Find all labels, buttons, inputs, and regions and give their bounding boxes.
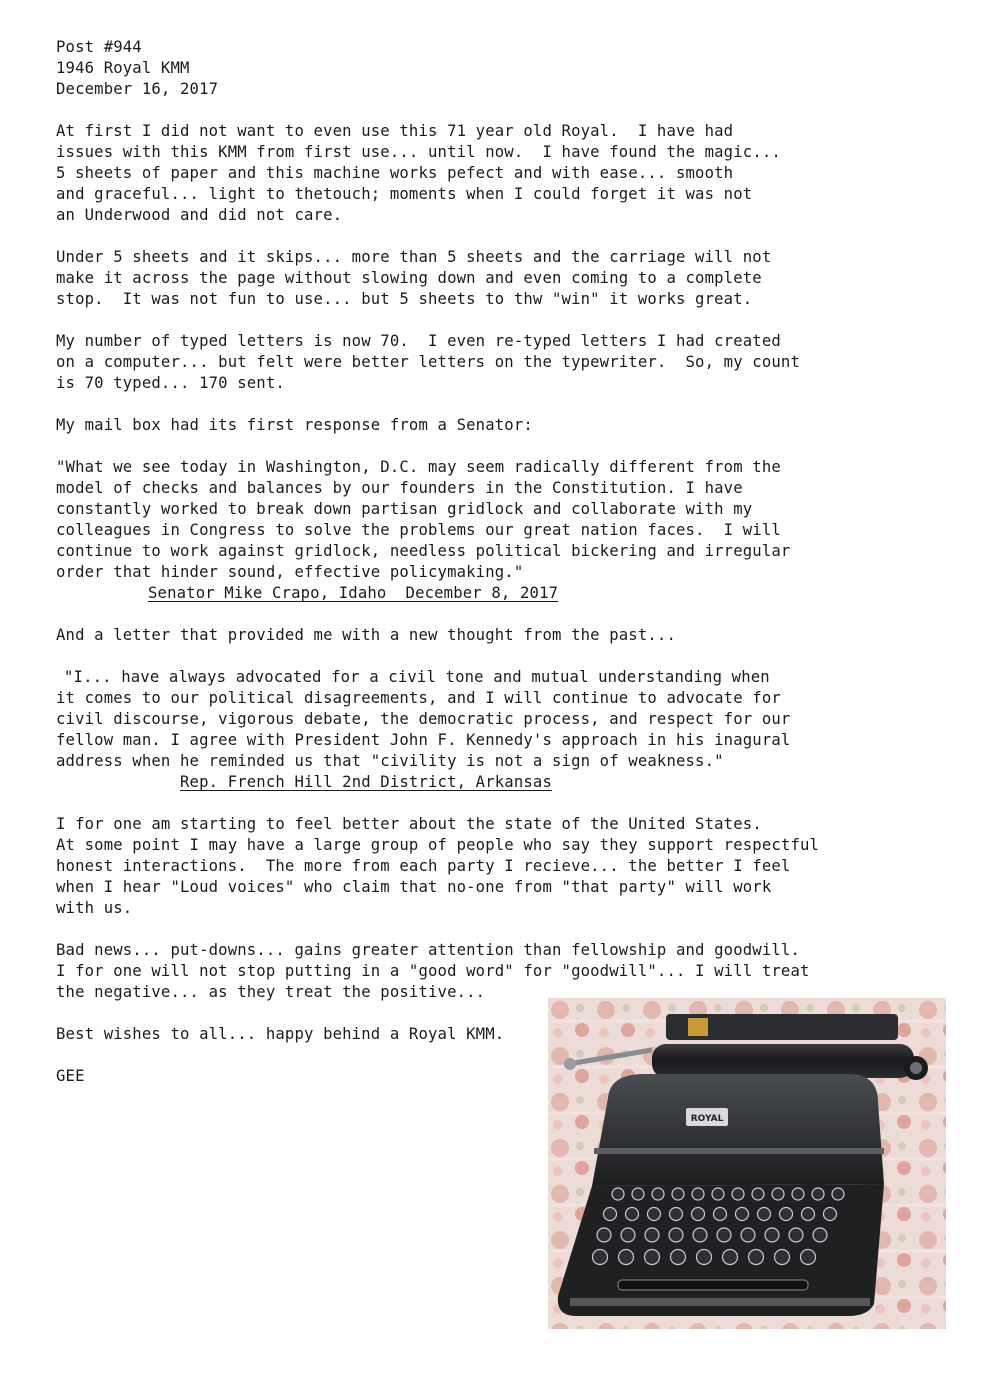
key-row — [593, 1250, 816, 1265]
quote1-line: order that hinder sound, effective policymaking." — [56, 563, 524, 581]
para1-line: 5 sheets of paper and this machine works pefect and with ease... smooth — [56, 164, 734, 182]
space-bar — [618, 1280, 808, 1290]
quote1-line: constantly worked to break down partisan gridlock and collaborate with my — [56, 500, 753, 518]
quote1-line: continue to work against gridlock, needless political bickering and irregular — [56, 542, 791, 560]
para4-line: My mail box had its first response from a Senator: — [56, 416, 533, 434]
post-number: Post #944 — [56, 38, 142, 56]
senator-signature: Senator Mike Crapo, Idaho December 8, 2017 — [148, 584, 559, 602]
para2-line: Under 5 sheets and it skips... more than 5 sheets and the carriage will not — [56, 248, 772, 266]
para7-line: I for one will not stop putting in a "good word" for "goodwill"... I will treat — [56, 962, 810, 980]
para3-line: on a computer... but felt were better letters on the typewriter. So, my count — [56, 353, 800, 371]
para3-line: is 70 typed... 170 sent. — [56, 374, 285, 392]
quote1-line: colleagues in Congress to solve the problems our great nation faces. I will — [56, 521, 781, 539]
para1-line: At first I did not want to even use this 71 year old Royal. I have had — [56, 122, 734, 140]
quote2-line: it comes to our political disagreements, and I will continue to advocate for — [56, 689, 781, 707]
quote1-line: model of checks and balances by our founders in the Constitution. I have — [56, 479, 743, 497]
para6-line: with us. — [56, 899, 133, 917]
signoff: GEE — [56, 1067, 85, 1085]
closing-line: Best wishes to all... happy behind a Royal KMM. — [56, 1025, 505, 1043]
para1-line: an Underwood and did not care. — [56, 206, 343, 224]
quote2-line: address when he reminded us that "civility is not a sign of weakness." — [56, 752, 724, 770]
quote2-line: "I... have always advocated for a civil tone and mutual understanding when — [64, 668, 770, 686]
para6-line: honest interactions. The more from each party I recieve... the better I feel — [56, 857, 791, 875]
quote2-line: fellow man. I agree with President John F. Kennedy's approach in his inagural — [56, 731, 791, 749]
typewriter-photo — [548, 998, 946, 1329]
quote1-line: "What we see today in Washington, D.C. may seem radically different from the — [56, 458, 781, 476]
para6-line: At some point I may have a large group of people who say they support respectful — [56, 836, 820, 854]
typewriter-illustration — [548, 998, 946, 1329]
para2-line: make it across the page without slowing down and even coming to a complete — [56, 269, 762, 287]
para6-line: I for one am starting to feel better about the state of the United States. — [56, 815, 762, 833]
representative-signature: Rep. French Hill 2nd District, Arkansas — [180, 773, 552, 791]
para5-line: And a letter that provided me with a new thought from the past... — [56, 626, 676, 644]
machine-name: 1946 Royal KMM — [56, 59, 190, 77]
para1-line: and graceful... light to thetouch; moments when I could forget it was not — [56, 185, 753, 203]
royal-badge: ROYAL — [690, 1114, 724, 1124]
letter-date: December 16, 2017 — [56, 80, 219, 98]
para2-line: stop. It was not fun to use... but 5 sheets to thw "win" it works great. — [56, 290, 753, 308]
para7-line: Bad news... put-downs... gains greater attention than fellowship and goodwill. — [56, 941, 800, 959]
para3-line: My number of typed letters is now 70. I even re-typed letters I had created — [56, 332, 781, 350]
para6-line: when I hear "Loud voices" who claim that no-one from "that party" will work — [56, 878, 772, 896]
quote2-line: civil discourse, vigorous debate, the democratic process, and respect for our — [56, 710, 791, 728]
para1-line: issues with this KMM from first use... until now. I have found the magic... — [56, 143, 781, 161]
para7-line: the negative... as they treat the positive... — [56, 983, 486, 1001]
